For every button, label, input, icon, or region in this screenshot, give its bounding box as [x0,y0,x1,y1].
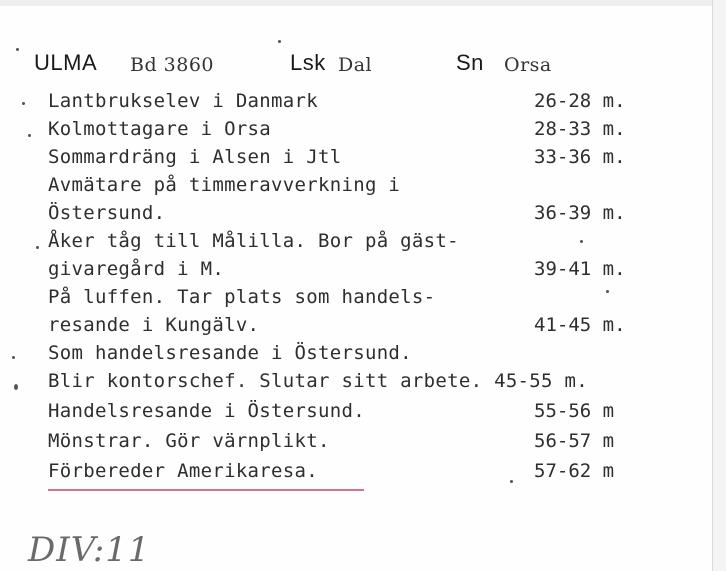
paper-speck [36,246,39,249]
paper-speck [278,40,281,43]
red-underline-mark [48,489,364,491]
paper-speck [14,384,18,390]
entry-row [48,460,698,488]
entry-row [48,202,698,230]
entry-description: Sommardräng i Alsen i Jtl [48,146,342,168]
entry-description: På luffen. Tar plats som handels- [48,286,436,308]
entry-period: 33-36 m. [534,146,626,168]
entry-description: Lantbrukselev i Danmark [48,90,318,112]
sn-value: Orsa [504,54,552,76]
entry-row [48,90,698,118]
lsk-value: Dal [338,54,373,76]
entry-row [48,400,698,428]
sn-label: Sn [456,50,484,75]
entry-description: Avmätare på timmeravverkning i [48,174,401,196]
entry-period: 55-56 m [534,400,615,422]
entry-description: Förbereder Amerikaresa. [48,460,318,482]
entry-description: Åker tåg till Målilla. Bor på gäst- [48,230,459,252]
entry-row [48,174,698,202]
entry-row [48,286,698,314]
entry-row [48,230,698,258]
card-header [0,46,712,86]
entry-period: 26-28 m. [534,90,626,112]
entry-description: Kolmottagare i Orsa [48,118,272,140]
entry-description: givaregård i M. [48,258,225,280]
lsk-label: Lsk [290,50,326,75]
card-top-edge [0,0,726,6]
entry-row [48,370,698,398]
paper-speck [22,102,25,105]
card-right-edge [712,0,726,571]
paper-speck [580,240,583,243]
entry-period: 57-62 m [534,460,615,482]
paper-speck [28,134,31,137]
entry-row [48,146,698,174]
entry-period: 39-41 m. [534,258,626,280]
entry-row [48,342,698,370]
entry-row [48,258,698,286]
entry-description: Blir kontorschef. Slutar sitt arbete. 45-55 m. [48,370,588,392]
entry-description: Handelsresande i Östersund. [48,400,365,422]
ulma-value: Bd 3860 [130,54,215,76]
entry-row [48,430,698,458]
paper-speck [12,356,15,359]
paper-speck [510,480,513,483]
entry-description: Som handelsresande i Östersund. [48,342,412,364]
ulma-label: ULMA [34,50,98,75]
entry-period: 56-57 m [534,430,615,452]
entry-description: Mönstrar. Gör värnplikt. [48,430,330,452]
entry-description: resande i Kungälv. [48,314,260,336]
entry-period: 41-45 m. [534,314,626,336]
paper-speck [606,290,609,293]
entry-period: 36-39 m. [534,202,626,224]
entry-period: 28-33 m. [534,118,626,140]
handwritten-note: DIV:11 [28,530,151,570]
entry-row [48,118,698,146]
paper-speck [16,48,19,51]
entry-row [48,314,698,342]
entry-description: Östersund. [48,202,166,224]
